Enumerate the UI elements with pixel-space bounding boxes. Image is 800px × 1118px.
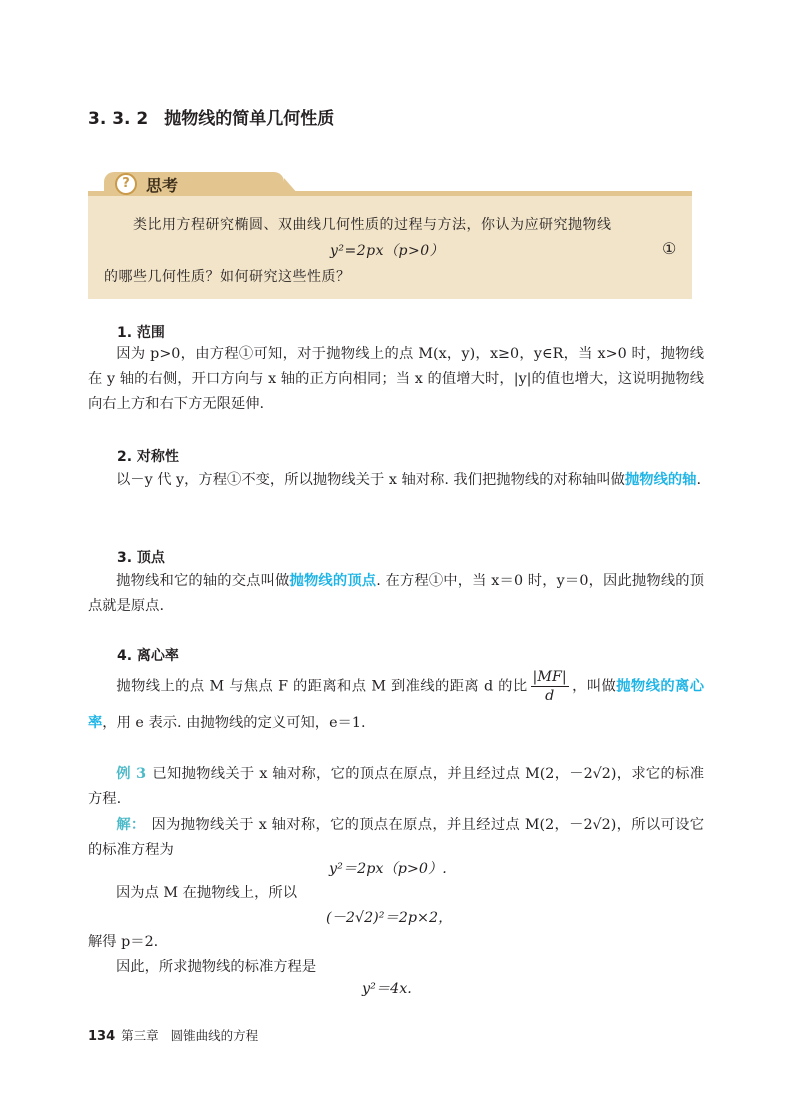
solution-line-3: [88, 930, 704, 955]
solution-line-4: [88, 955, 704, 980]
equation-1-text: y²＝2px（p>0）.: [329, 861, 447, 877]
solution-line-3-text: 解得 p＝2.: [88, 934, 159, 950]
fraction-mf-d: [531, 668, 569, 705]
equation-substitution: [326, 907, 452, 927]
section-eccentricity-text: [88, 668, 704, 741]
vertex-text-after: . 在方程①中，当 x＝0 时，y＝0，因此抛物线的顶点就是原点.: [88, 573, 705, 614]
section-heading-range: 1. 范围: [117, 325, 165, 341]
symmetry-text-after: .: [696, 472, 702, 488]
term-parabola-eccentricity: 抛物线的离心率: [88, 678, 704, 731]
solution-line-4-text: 因此，所求抛物线的标准方程是: [116, 959, 317, 975]
example-problem: [88, 762, 704, 812]
eccentricity-text-after: ，用 e 表示. 由抛物线的定义可知，e＝1.: [102, 715, 366, 731]
solution-line-2: [88, 881, 704, 906]
eccentricity-text-before: 抛物线上的点 M 与焦点 F 的距离和点 M 到准线的距离 d 的比: [116, 678, 528, 695]
question-icon: ?: [115, 173, 137, 195]
fraction-numerator: |MF|: [532, 669, 567, 685]
solution-line-2-text: 因为点 M 在抛物线上，所以: [116, 885, 297, 901]
section-number: 3. 3. 2: [88, 109, 149, 129]
term-parabola-axis: 抛物线的轴: [624, 472, 697, 488]
page-footer: [88, 1026, 258, 1044]
section-range-text: [88, 342, 704, 417]
think-equation: [330, 240, 444, 260]
example-problem-text: 已知抛物线关于 x 轴对称，它的顶点在原点，并且经过点 M(2，－2√2)，求它的标准方程.: [88, 766, 704, 807]
page-number: 134: [88, 1029, 116, 1044]
section-title-text: 抛物线的简单几何性质: [164, 109, 335, 129]
think-label: 思考: [146, 176, 179, 195]
eccentricity-text-mid: ，叫做: [571, 678, 617, 695]
chapter-title: 圆锥曲线的方程: [170, 1028, 259, 1043]
section-heading-eccentricity: 4. 离心率: [117, 648, 179, 664]
solution-line-1: 因为抛物线关于 x 轴对称，它的顶点在原点，并且经过点 M(2，－2√2)，所以可设它的标准方程为: [88, 817, 704, 858]
term-parabola-vertex: 抛物线的顶点: [289, 573, 377, 589]
section-title: [88, 104, 334, 129]
solution-label: 解：: [116, 817, 146, 833]
range-paragraph: 因为 p>0，由方程①可知，对于抛物线上的点 M(x，y)，x≥0，y∈R，当 x>0 时，抛物线在 y 轴的右侧，开口方向与 x 轴的正方向相同；当 x 的值增大时，|y|的值也增大，这说明抛物线向右上方和右下方无限延伸.: [88, 346, 704, 412]
equation-result: [362, 978, 412, 998]
symmetry-text-before: 以－y 代 y，方程①不变，所以抛物线关于 x 轴对称. 我们把抛物线的对称轴叫做: [116, 472, 625, 488]
think-box-border: [88, 191, 692, 196]
fraction-denominator: d: [545, 688, 555, 704]
equation-standard-form: [329, 858, 447, 878]
chapter-number: 第三章: [121, 1028, 159, 1043]
equation-3-text: y²＝4x.: [362, 981, 412, 997]
example-solution: [88, 813, 704, 863]
section-vertex-text: [88, 569, 704, 619]
think-equation-text: y²=2px（p>0）: [330, 243, 445, 259]
think-line-1: 类比用方程研究椭圆、双曲线几何性质的过程与方法，你认为应研究抛物线: [133, 217, 612, 233]
example-label: 例 3: [116, 766, 147, 782]
section-symmetry-text: [88, 468, 704, 493]
vertex-text-before: 抛物线和它的轴的交点叫做: [116, 573, 290, 589]
equation-2-text: (－2√2)²＝2p×2，: [326, 910, 453, 926]
equation-marker: ①: [662, 239, 677, 258]
section-heading-vertex: 3. 顶点: [117, 550, 165, 566]
think-line-3: 的哪些几何性质？如何研究这些性质？: [104, 269, 351, 285]
section-heading-symmetry: 2. 对称性: [117, 449, 179, 465]
